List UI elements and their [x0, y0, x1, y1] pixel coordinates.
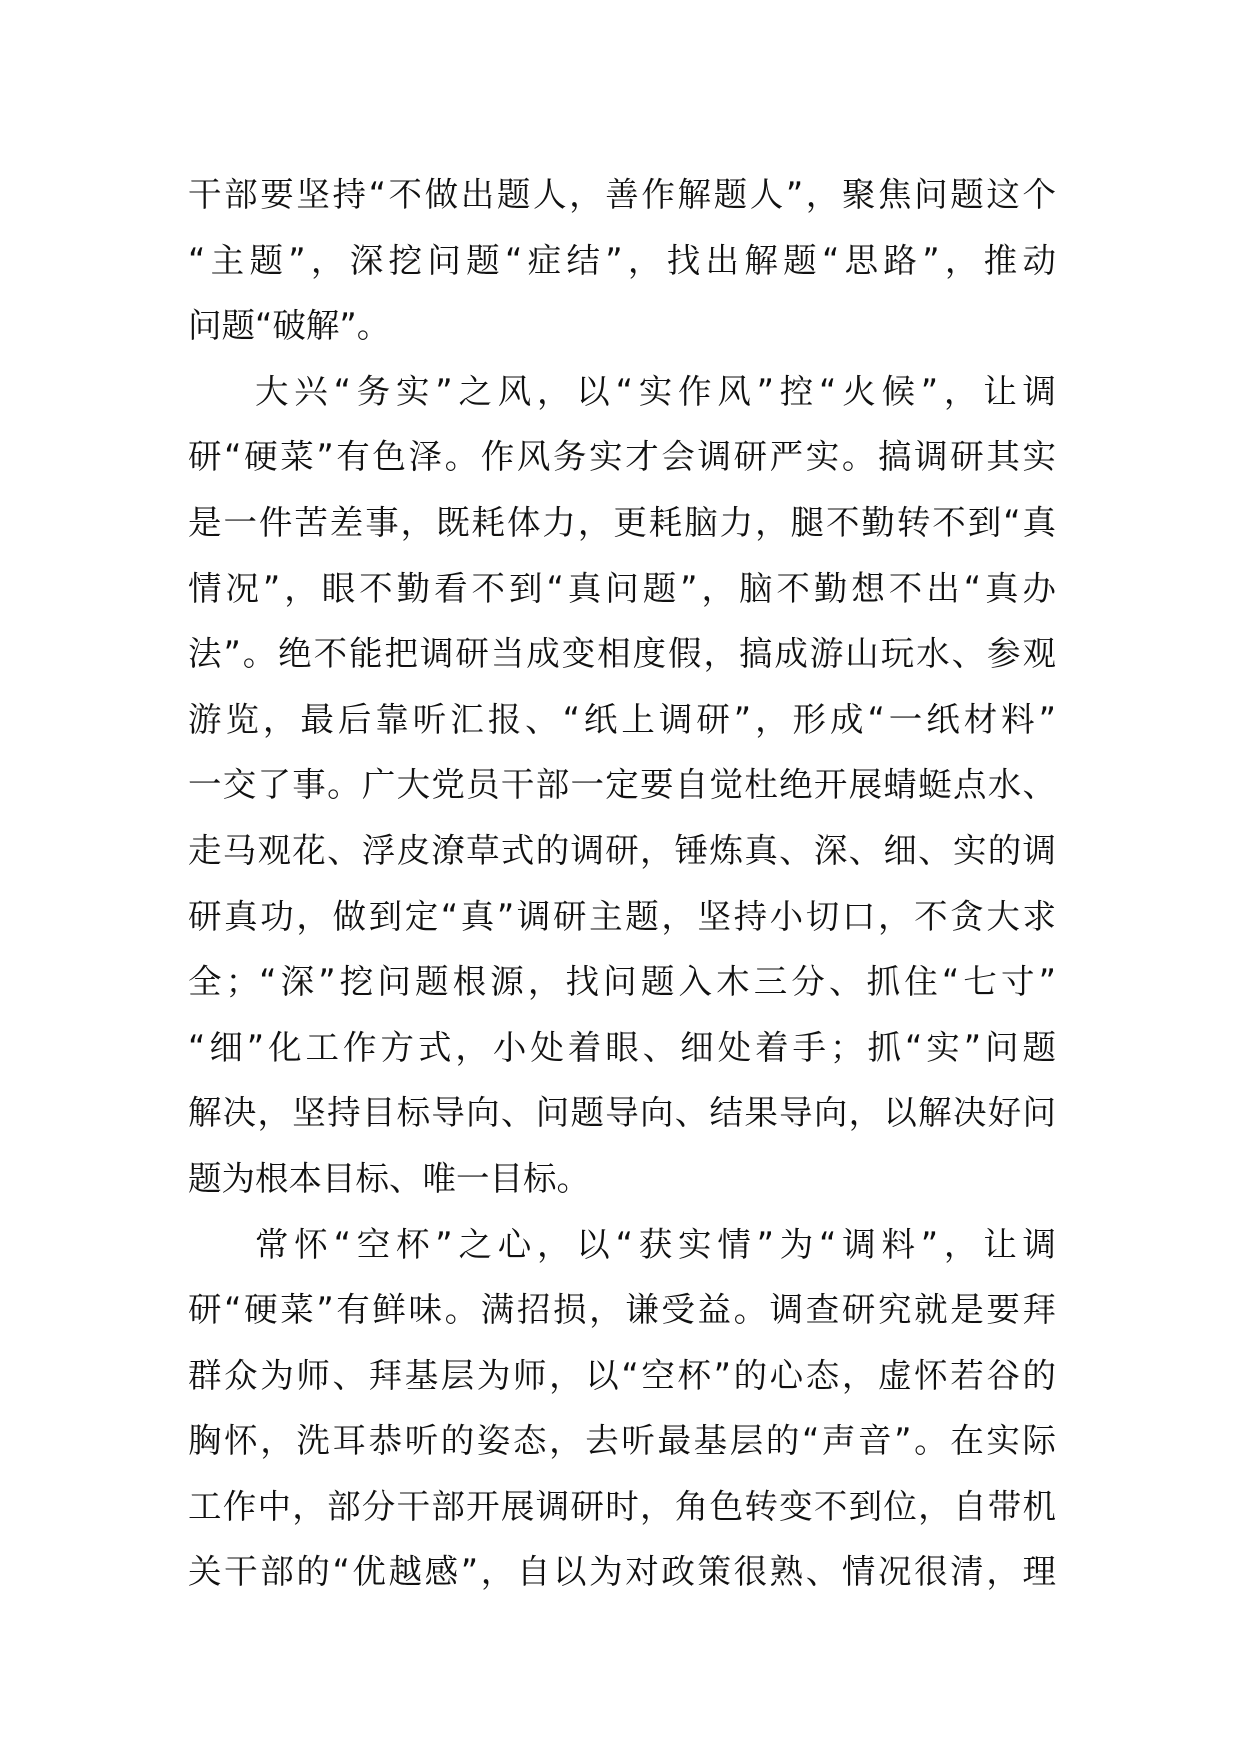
- text-line: 研“硬菜”有色泽。作风务实才会调研严实。搞调研其实: [188, 437, 1056, 477]
- text-line: “主题”，深挖问题“症结”，找出解题“思路”，推动: [188, 240, 1056, 280]
- text-line: 研真功，做到定“真”调研主题，坚持小切口，不贪大求: [188, 896, 1056, 936]
- text-line: 关干部的“优越感”，自以为对政策很熟、情况很清，理: [188, 1552, 1056, 1592]
- text-line: 问题“破解”。: [188, 306, 391, 346]
- text-line: 全；“深”挖问题根源，找问题入木三分、抓住“七寸”: [188, 962, 1056, 1002]
- text-line: 解决，坚持目标导向、问题导向、结果导向，以解决好问: [188, 1093, 1056, 1133]
- text-line: 法”。绝不能把调研当成变相度假，搞成游山玩水、参观: [188, 634, 1056, 674]
- paragraph-first-line: 常怀“空杯”之心，以“获实情”为“调料”，让调: [255, 1224, 1056, 1264]
- text-line: 走马观花、浮皮潦草式的调研，锤炼真、深、细、实的调: [188, 830, 1056, 870]
- document-body: [188, 162, 1056, 1605]
- text-line: 工作中，部分干部开展调研时，角色转变不到位，自带机: [188, 1486, 1056, 1526]
- text-line: 一交了事。广大党员干部一定要自觉杜绝开展蜻蜓点水、: [188, 765, 1056, 805]
- text-line: 题为根本目标、唯一目标。: [188, 1158, 590, 1198]
- text-line: 情况”，眼不勤看不到“真问题”，脑不勤想不出“真办: [188, 568, 1056, 608]
- text-line: 胸怀，洗耳恭听的姿态，去听最基层的“声音”。在实际: [188, 1421, 1056, 1461]
- paragraph-first-line: 大兴“务实”之风，以“实作风”控“火候”，让调: [255, 371, 1056, 411]
- text-line: 干部要坚持“不做出题人，善作解题人”，聚焦问题这个: [188, 175, 1056, 214]
- text-line: 是一件苦差事，既耗体力，更耗脑力，腿不勤转不到“真: [188, 502, 1056, 542]
- text-line: “细”化工作方式，小处着眼、细处着手；抓“实”问题: [188, 1027, 1056, 1067]
- text-line: 游览，最后靠听汇报、“纸上调研”，形成“一纸材料”: [188, 699, 1056, 739]
- text-line: 群众为师、拜基层为师，以“空杯”的心态，虚怀若谷的: [188, 1355, 1056, 1395]
- text-line: 研“硬菜”有鲜味。满招损，谦受益。调查研究就是要拜: [188, 1290, 1056, 1330]
